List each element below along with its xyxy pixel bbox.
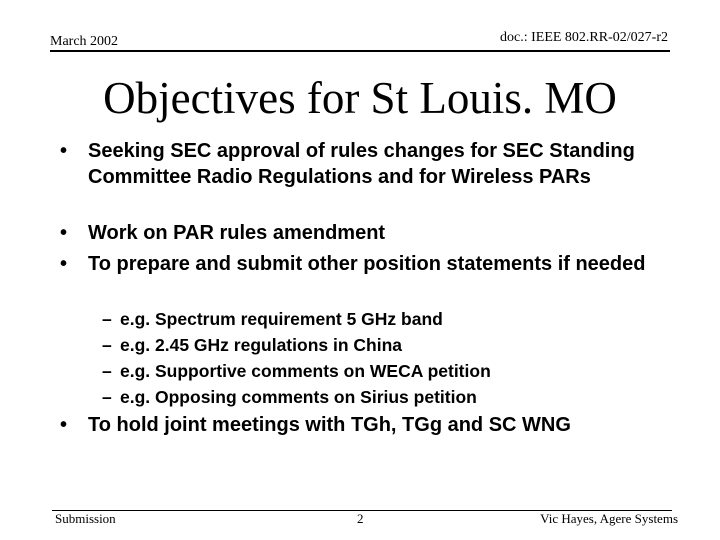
sub-bullet-item	[102, 358, 491, 384]
sub-bullet-item	[102, 332, 402, 358]
sub-bullet-mark: –	[102, 309, 112, 329]
sub-bullet-mark: –	[102, 387, 112, 407]
bullet-mark: •	[60, 414, 68, 436]
sub-bullet-text: e.g. Spectrum requirement 5 GHz band	[120, 309, 443, 329]
slide-title: Objectives for St Louis. MO	[103, 73, 617, 123]
bullet-item	[60, 412, 628, 438]
sub-bullet-mark: –	[102, 335, 112, 355]
footer-label: Submission	[55, 511, 116, 526]
page-number: 2	[357, 511, 364, 526]
header-divider	[50, 50, 670, 52]
bullet-mark: •	[60, 140, 68, 162]
sub-bullet-text: e.g. Supportive comments on WECA petition	[120, 361, 491, 381]
bullet-item	[60, 251, 658, 277]
sub-bullet-text: e.g. Opposing comments on Sirius petition	[120, 387, 477, 407]
header-date: March 2002	[50, 34, 119, 49]
bullet-item	[60, 220, 648, 246]
footer-author: Vic Hayes, Agere Systems	[540, 511, 678, 526]
header-doc-id: doc.: IEEE 802.RR-02/027-r2	[500, 30, 668, 45]
bullet-text: Seeking SEC approval of rules changes for SEC Standing Committee Radio Regulations and for Wireless PARs	[88, 140, 635, 188]
bullet-item	[60, 138, 648, 190]
bullet-text: To prepare and submit other position statements if needed	[88, 253, 646, 275]
bullet-text: Work on PAR rules amendment	[88, 222, 386, 244]
sub-bullet-item	[102, 306, 443, 332]
sub-bullet-text: e.g. 2.45 GHz regulations in China	[120, 335, 402, 355]
sub-bullet-mark: –	[102, 361, 112, 381]
bullet-mark: •	[60, 253, 68, 275]
bullet-mark: •	[60, 222, 68, 244]
sub-bullet-item	[102, 384, 477, 410]
bullet-text: To hold joint meetings with TGh, TGg and SC WNG	[88, 414, 571, 436]
